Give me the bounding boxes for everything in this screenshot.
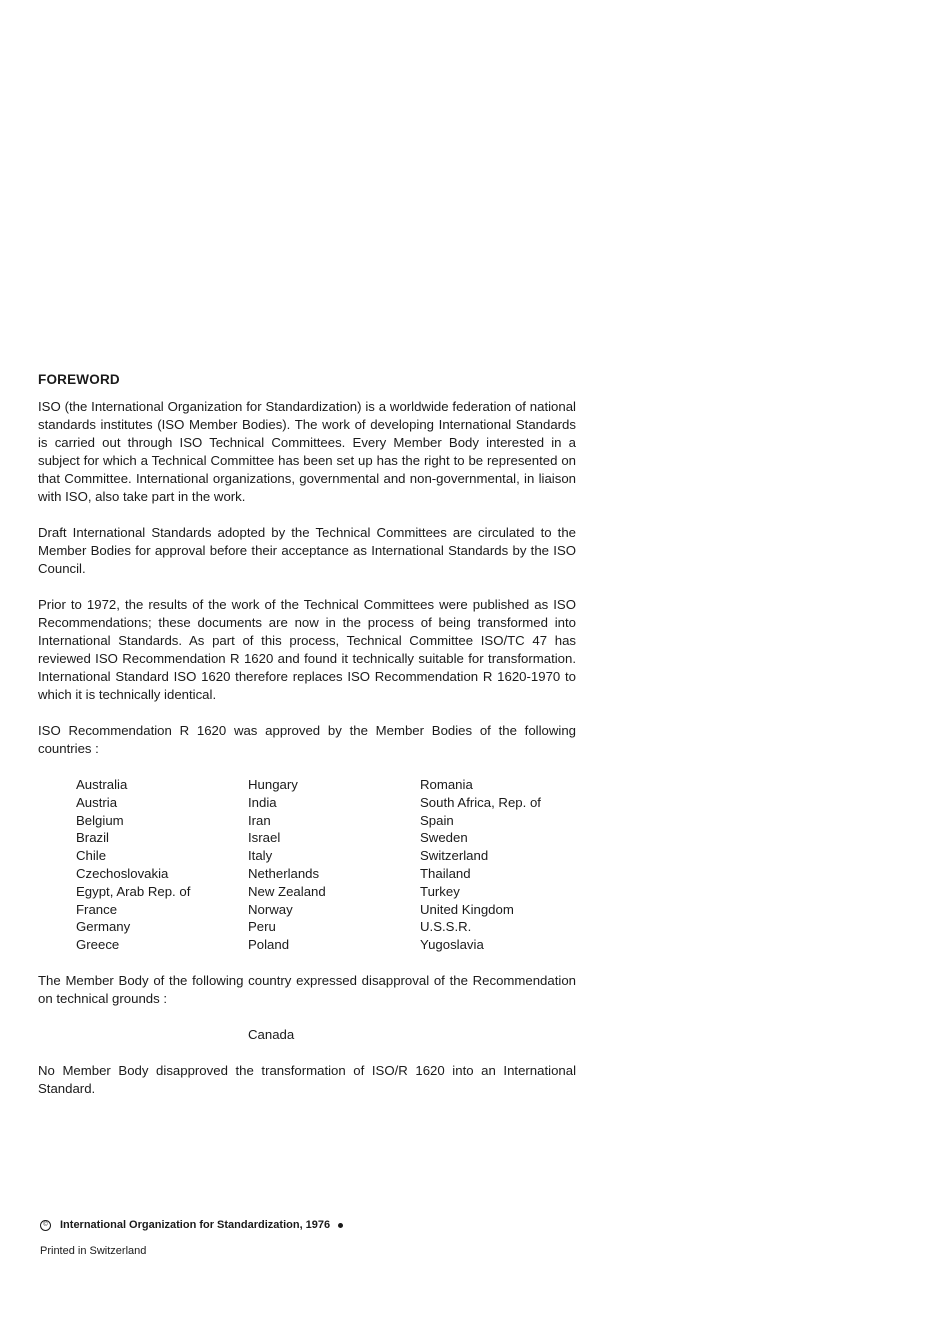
paragraph-transformation: Prior to 1972, the results of the work of the Technical Committees were published as ISO Recommendations; these documents are now in the process of being transformed into International Standards. As part of this process, Technical Committee ISO/TC 47 has reviewed ISO Recommendation R 1620 and found it technically suitable for transformation. International Standard ISO 1620 therefore replaces ISO Recommendation R 1620-1970 to which it is technically identical. [38, 597, 576, 702]
copyright-text: International Organization for Standardization, 1976 [60, 1219, 331, 1231]
country-item: Israel [248, 830, 281, 846]
country-item: Yugoslavia [420, 937, 484, 953]
copyright-icon: © [40, 1220, 51, 1231]
country-item: Switzerland [420, 848, 489, 864]
country-item: U.S.S.R. [420, 919, 472, 935]
country-item: Australia [76, 777, 128, 792]
paragraph-approval: ISO Recommendation R 1620 was approved by the Member Bodies of the following countries : [38, 723, 576, 756]
copyright-notice [40, 1219, 540, 1231]
country-item: Norway [248, 901, 293, 917]
paragraph-iso-intro: ISO (the International Organization for Standardization) is a worldwide federation of national standards institutes (ISO Member Bodies). The work of developing International Standards is carried out through ISO Technical Committees. Every Member Body interested in a subject for which a Technical Committee has been set up has the right to be represented on that Committee. International organizations, governmental and non-governmental, in liaison with ISO, also take part in the work. [38, 399, 576, 504]
paragraph-disapproval: The Member Body of the following country expressed disapproval of the Recommendation on technical grounds : [38, 972, 576, 1006]
printed-location: Printed in Switzerland [40, 1245, 147, 1257]
country-item: Austria [76, 794, 118, 810]
paragraph-closing: No Member Body disapproved the transformation of ISO/R 1620 into an International Standard. [38, 1062, 576, 1096]
country-item: Turkey [420, 883, 460, 899]
country-item: Iran [248, 812, 271, 828]
country-item: Italy [248, 848, 273, 864]
country-item: New Zealand [248, 883, 326, 899]
country-item: India [248, 794, 277, 810]
country-item: Chile [76, 848, 107, 864]
country-item: Hungary [248, 777, 298, 792]
country-item: Sweden [420, 830, 468, 846]
country-item: Egypt, Arab Rep. of [76, 883, 191, 899]
approving-countries-list [76, 776, 576, 954]
country-item: Germany [76, 919, 131, 935]
country-item: Netherlands [248, 865, 320, 881]
bullet-icon [338, 1223, 343, 1228]
country-item: Brazil [76, 830, 109, 846]
disapproving-country: Canada [248, 1026, 295, 1042]
country-item: Czechoslovakia [76, 865, 169, 881]
country-item: France [76, 901, 118, 917]
paragraph-draft-standards: Draft International Standards adopted by the Technical Committees are circulated to the Member Bodies for approval before their acceptance as International Standards by the ISO Council. [38, 525, 576, 576]
country-item: Peru [248, 919, 276, 935]
page-footer [40, 1219, 540, 1257]
foreword-heading: FOREWORD [38, 372, 120, 387]
country-item: Greece [76, 937, 120, 953]
country-item: Romania [420, 777, 473, 792]
country-item: Belgium [76, 812, 124, 828]
country-item: Spain [420, 812, 454, 828]
country-item: Poland [248, 937, 290, 953]
foreword-section [38, 372, 576, 1116]
country-item: United Kingdom [420, 901, 514, 917]
country-item: South Africa, Rep. of [420, 794, 541, 810]
country-item: Thailand [420, 865, 471, 881]
